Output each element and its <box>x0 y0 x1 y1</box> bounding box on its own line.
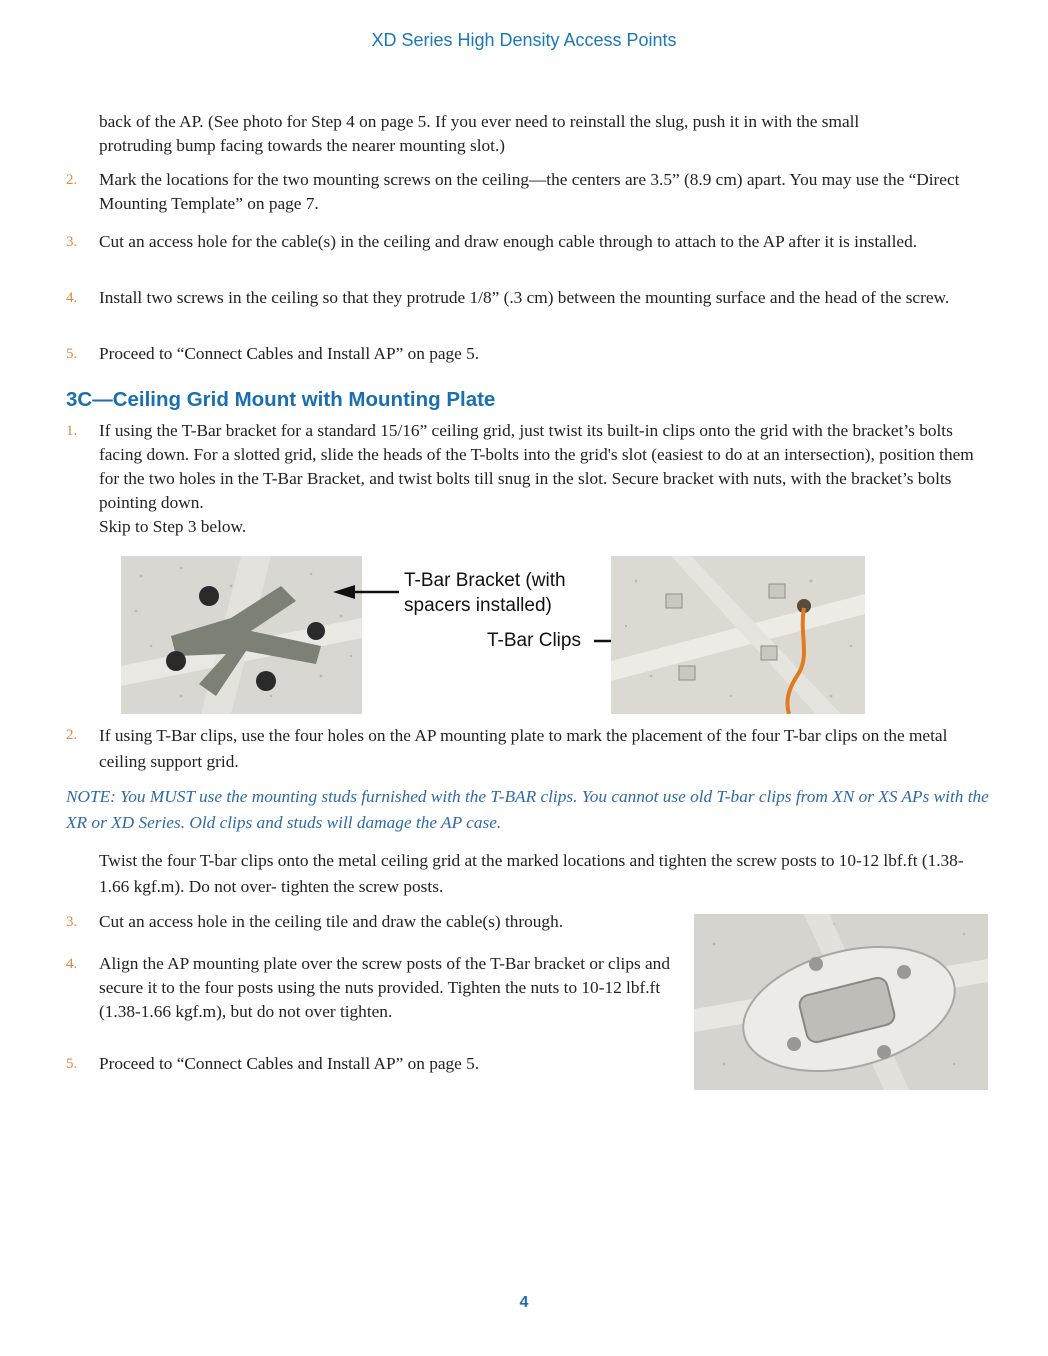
twist-paragraph: Twist the four T-bar clips onto the metal ceiling grid at the marked locations and tighten the screw posts to 10-12 lbf.ft (1.38-1.66 kgf.m). Do not over- tighten the screw posts. <box>99 851 964 896</box>
step-number: 1. <box>66 423 78 439</box>
callout-line-1: T-Bar Bracket (with <box>404 570 566 591</box>
tbar-bracket-callout <box>404 568 566 618</box>
note-text: NOTE: You MUST use the mounting studs furnished with the T-BAR clips. You cannot use old T-bar clips from XN or XS APs with the XR or XD Series. Old clips and studs will damage the AP case. <box>66 787 989 832</box>
step-text: Install two screws in the ceiling so that they protrude 1/8” (.3 cm) between the mounting surface and the head of the screw. <box>99 288 950 307</box>
step-number: 2. <box>66 172 78 188</box>
page-number: 4 <box>519 1294 529 1311</box>
callout-line-2: spacers installed) <box>404 595 552 616</box>
list-item <box>66 723 991 775</box>
step-number: 5. <box>66 346 78 362</box>
list-item <box>66 910 686 934</box>
step-text: Cut an access hole for the cable(s) in the ceiling and draw enough cable through to attach to the AP after it is installed. <box>99 232 918 251</box>
intro-paragraph <box>99 110 989 158</box>
step-number: 3. <box>66 914 78 930</box>
list-item <box>66 952 686 1024</box>
tbar-bracket-photo <box>121 556 362 714</box>
mounting-plate-photo <box>694 914 988 1090</box>
list-item <box>66 419 991 539</box>
intro-line-1: back of the AP. (See photo for Step 4 on page 5. If you ever need to reinstall the slug, push it in with the small <box>99 112 860 131</box>
list-item <box>66 286 991 310</box>
step-text: Cut an access hole in the ceiling tile and draw the cable(s) through. <box>99 912 564 931</box>
page-header: XD Series High Density Access Points <box>371 30 677 50</box>
list-item <box>66 230 991 254</box>
step-number: 3. <box>66 234 78 250</box>
list-item <box>66 342 991 366</box>
step-number: 4. <box>66 956 78 972</box>
tbar-clips-callout: T-Bar Clips <box>487 630 581 651</box>
step-text: If using T-Bar clips, use the four holes on the AP mounting plate to mark the placement of the four T-bar clips on the metal ceiling support grid. <box>99 726 948 771</box>
step-number: 4. <box>66 290 78 306</box>
list-item <box>66 1052 686 1076</box>
step-number: 2. <box>66 727 78 743</box>
step-text: Align the AP mounting plate over the screw posts of the T-Bar bracket or clips and secure it to the four posts using the nuts provided. Tighten the nuts to 10-12 lbf.ft (1.38-1.66 kgf.m), but do not over tighten. <box>99 954 670 1021</box>
arrow-left-icon <box>333 582 399 602</box>
step-number: 5. <box>66 1056 78 1072</box>
skip-instruction: Skip to Step 3 below. <box>99 517 247 536</box>
step-text: Mark the locations for the two mounting screws on the ceiling—the centers are 3.5” (8.9 cm) apart. You may use the “Direct Mounting Template” on page 7. <box>99 170 960 213</box>
tbar-clips-photo <box>611 556 865 714</box>
section-heading: 3C—Ceiling Grid Mount with Mounting Plate <box>66 388 496 411</box>
list-item <box>66 168 991 216</box>
step-text: Proceed to “Connect Cables and Install AP” on page 5. <box>99 344 480 363</box>
step-text: If using the T-Bar bracket for a standard 15/16” ceiling grid, just twist its built-in clips onto the grid with the bracket’s bolts facing down. For a slotted grid, slide the heads of the T-bolts into the grid's slot (easiest to do at an intersection), position them for the two holes in the T-Bar Bracket, and twist bolts till snug in the slot. Secure bracket with nuts, with the bracket’s bolts pointing down. <box>99 421 974 512</box>
step-text: Proceed to “Connect Cables and Install AP” on page 5. <box>99 1054 480 1073</box>
intro-line-2: protruding bump facing towards the nearer mounting slot.) <box>99 136 506 155</box>
